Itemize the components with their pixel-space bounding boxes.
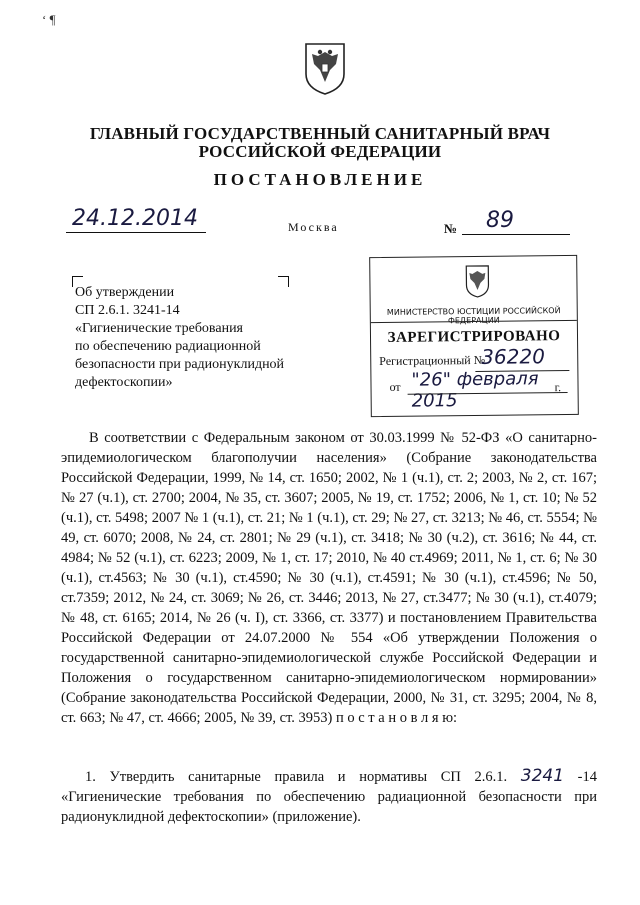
preamble-paragraph: В соответствии с Федеральным законом от 30.03.1999 № 52-ФЗ «О санитарно-эпидемиологическом благополучии населения» (Собрание законодательства Российской Федерации, 1999, № 14, ст. 1650; 2002, № 1 (ч.1), ст. 2; 2003, № 2, ст. 167; № 27 (ч.1), ст. 2700; 2004, № 35, ст. 3607; 2005, № 19, ст. 1752; 2006, № 1, ст. 10; № 52 (ч.1), ст. 5498; 2007 № 1 (ч.1), ст. 21; № 1 (ч.1), ст. 29; № 27, ст. 3213; № 46, ст. 5554; № 49, ст. 6070; 2008, № 24, ст. 2801; № 29 (ч.1), ст. 3418; № 30 (ч.2), ст. 3616; № 44, ст. 4984; № 52 (ч.1), ст. 6223; 2009, № 1, ст. 17; 2010, № 40 ст.4969; 2011, № 1, ст. 6; № 30 (ч.1), ст.4563; № 30 (ч.1), ст.4590; № 30 (ч.1), ст.4591; № 30 (ч.1), ст.4596; № 50, ст.7359; 2012, № 24, ст. 3069; № 26, ст. 3446; 2013, № 27, ст.3477; № 30 (ч.1), ст.4079; № 48, ст. 6165; 2014, № 26 (ч. I), ст. 3366, ст. 3377) и постановлением Правительства Российской Федерации от 24.07.2000 № 554 «Об утверждении Положения о государственной санитарно-эпидемиологической службе Российской Федерации и Положения о государственном санитарно-эпидемиологическом нормировании» (Собрание законодательства Российской Федерации, 2000, № 31, ст. 3295; 2004, № 8, ст. 663; № 47, ст. 4666; 2005, № 39, ст. 3953) п о с т а н о в л я ю: <box>61 430 597 726</box>
subject-block <box>75 284 284 392</box>
item1-text-after: -14 «Гигиенические требования по обеспечению радиационной безопасности при радионуклидной дефектоскопии» (приложение). <box>61 769 598 825</box>
resolution-item-1 <box>61 766 597 827</box>
coat-of-arms-emblem <box>300 40 350 96</box>
document-number: 89 <box>486 208 514 233</box>
stamp-registered: ЗАРЕГИСТРИРОВАНО <box>387 328 561 346</box>
stamp-year-suffix: г. <box>554 380 562 395</box>
stamp-ministry: МИНИСТЕРСТВО ЮСТИЦИИ РОССИЙСКОЙ ФЕДЕРАЦИИ <box>386 306 561 326</box>
subject-line: по обеспечению радиационной <box>75 339 261 354</box>
stamp-from-label: от <box>389 379 401 394</box>
subject-line: дефектоскопии» <box>75 375 173 390</box>
subject-line: СП 2.6.1. 3241-14 <box>75 303 180 318</box>
issuer-title: ГЛАВНЫЙ ГОСУДАРСТВЕННЫЙ САНИТАРНЫЙ ВРАЧ <box>89 124 551 143</box>
subject-line: Об утверждении <box>75 285 175 300</box>
item1-text-before: 1. Утвердить санитарные правила и нормативы СП 2.6.1. <box>85 769 508 785</box>
stamp-registration-label: Регистрационный № <box>379 352 486 368</box>
item1-handwritten-number: 3241 <box>520 766 565 786</box>
document-type: ПОСТАНОВЛЕНИЕ <box>213 170 427 189</box>
stamp-date: "26" февраля 2015 <box>411 368 539 412</box>
subject-line: «Гигиенические требования <box>75 321 243 336</box>
number-underline <box>462 234 570 235</box>
corner-mark: ‘ ¶ <box>42 12 56 27</box>
registration-stamp <box>369 255 579 417</box>
stamp-registration-number: 36220 <box>481 344 545 369</box>
document-date: 24.12.2014 <box>72 206 198 231</box>
subject-line: безопасности при радионуклидной <box>75 357 285 372</box>
date-underline <box>66 232 206 233</box>
stamp-emblem-icon <box>462 263 492 299</box>
city: Москва <box>288 220 339 234</box>
issuer-country: РОССИЙСКОЙ ФЕДЕРАЦИИ <box>198 142 442 161</box>
number-label: № <box>444 221 458 236</box>
